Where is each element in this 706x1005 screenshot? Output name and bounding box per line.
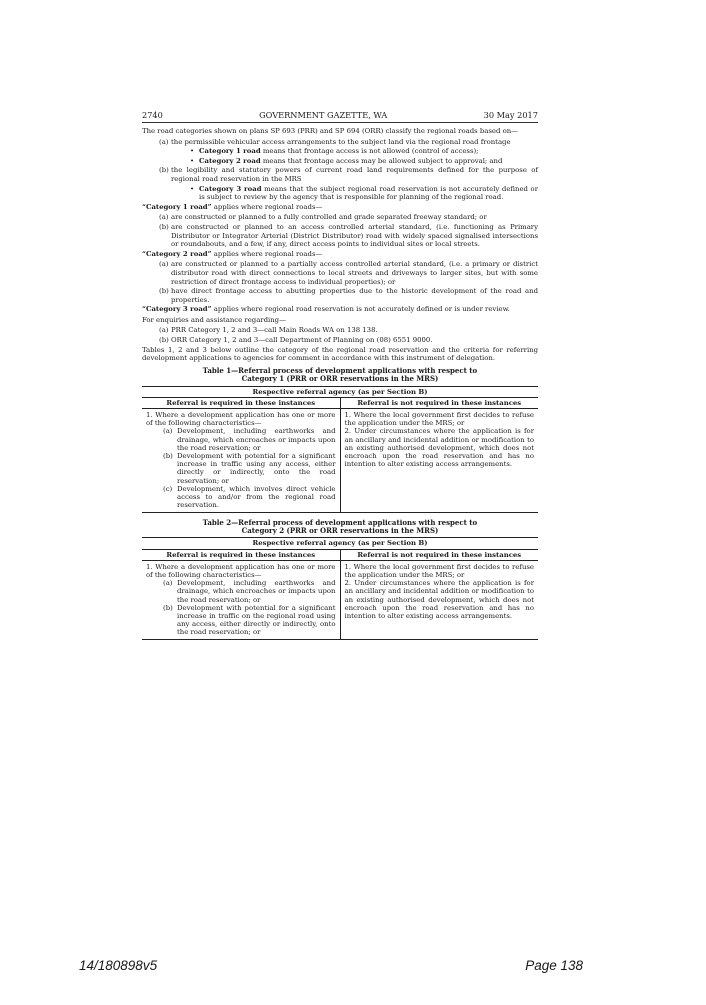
bullet-item: • Category 2 road means that frontage access may be allowed subject to approval; and <box>190 156 503 165</box>
category-2-item: (b) have direct frontage access to abutting properties due to the historic development of the road and properties. <box>159 287 538 304</box>
gazette-title: GOVERNMENT GAZETTE, WA <box>259 110 388 120</box>
intro-paragraph: The road categories shown on plans SP 693 (PRR) and SP 694 (ORR) classify the regional roads based on— <box>142 127 519 135</box>
document-id: 14/180898v5 <box>79 958 158 973</box>
page-footer <box>79 958 583 973</box>
category-1-definition: “Category 1 road” applies where regional roads— <box>142 202 323 211</box>
criteria-item: (a) the permissible vehicular access arrangements to the subject land via the regional road frontage <box>159 137 511 146</box>
column-header-required: Referral is required in these instances <box>142 549 340 560</box>
bullet-item: • Category 1 road means that frontage access is not allowed (control of access); <box>190 147 479 156</box>
category-1-item: (a) are constructed or planned to a fully controlled and grade separated freeway standard; or <box>159 213 487 222</box>
enquiry-item: (b) ORR Category 1, 2 and 3—call Department of Planning on (08) 6551 9000. <box>159 336 433 345</box>
gazette-date: 30 May 2017 <box>483 110 538 120</box>
column-header-required: Referral is required in these instances <box>142 397 340 408</box>
category-2-item: (a) are constructed or planned to a partially access controlled arterial standard, (i.e. a primary or district distributor road with direct connections to local streets and driveways to larger sites, but with some restriction of direct frontage access to individual properties); or <box>159 260 538 286</box>
table-2-caption: Table 2—Referral process of development applications with respect to Category 2 (PRR or ORR reservations in the MRS) <box>202 517 478 535</box>
required-cell: 1. Where a development application has one or more of the following characteristics— (a) Development, including earthworks and drainage, which encroaches or impacts upon the road reservation; or (b) Development with potential for a significant increase in traffic using any access, either directly or indirectly, onto the road reservation; or (c) Development, which involves direct vehicle access to and/or from the regional road reservation. <box>142 409 340 512</box>
gazette-page <box>142 110 538 640</box>
page-label: Page 138 <box>525 958 583 973</box>
category-1-item: (b) are constructed or planned to an access controlled arterial standard, (i.e. functioning as Primary Distributor or Integrator Arterial (District Distributor) road with widely spaced signalised intersections or roundabouts, and a few, if any, direct access points to individual sites or local streets. <box>159 222 538 249</box>
category-3-definition: “Category 3 road” applies where regional road reservation is not accurately defined or is under review. <box>142 305 510 314</box>
category-2-definition: “Category 2 road” applies where regional roads— <box>142 249 323 258</box>
enquiries-lead: For enquiries and assistance regarding— <box>142 315 286 324</box>
tables-intro: Tables 1, 2 and 3 below outline the category of the regional road reservation and the criteria for referring development applications to agencies for comment in accordance with this instrument of delegation. <box>142 345 538 363</box>
page-number: 2740 <box>142 110 163 120</box>
agency-header: Respective referral agency (as per Section B) <box>142 538 538 549</box>
required-cell: 1. Where a development application has one or more of the following characteristics— (a) Development, including earthworks and drainage, which encroaches or impacts upon the road reservation; or (b) Development with potential for a significant increase in traffic on the regional road using any access, either directly or indirectly, onto the road reservation; or <box>142 560 340 639</box>
column-header-not-required: Referral is not required in these instances <box>340 397 538 408</box>
criteria-item: (b) the legibility and statutory powers of current road land requirements defined for the purpose of regional road reservation in the MRS <box>159 166 538 183</box>
table-2 <box>142 537 538 639</box>
column-header-not-required: Referral is not required in these instances <box>340 549 538 560</box>
page-header <box>142 110 538 123</box>
not-required-cell: 1. Where the local government first decides to refuse the application under the MRS; or 2. Under circumstances where the application is for an ancillary and incidental addition or modification to an existing authorised development, which does not encroach upon the road reservation and has no intention to alter existing access arrangements. <box>340 560 538 639</box>
table-1-caption: Table 1—Referral process of development applications with respect to Category 1 (PRR or ORR reservations in the MRS) <box>202 365 478 384</box>
enquiry-item: (a) PRR Category 1, 2 and 3—call Main Roads WA on 138 138. <box>159 326 378 335</box>
table-1 <box>142 386 538 513</box>
bullet-item: • Category 3 road means that the subject regional road reservation is not accurately defined or is subject to review by the agency that is responsible for planning of the regional road. <box>190 184 538 202</box>
not-required-cell: 1. Where the local government first decides to refuse the application under the MRS; or 2. Under circumstances where the application is for an ancillary and incidental addition or modification to an existing authorised development, which does not encroach upon the road reservation and has no intention to alter existing access arrangements. <box>340 409 538 512</box>
agency-header: Respective referral agency (as per Section B) <box>142 386 538 397</box>
